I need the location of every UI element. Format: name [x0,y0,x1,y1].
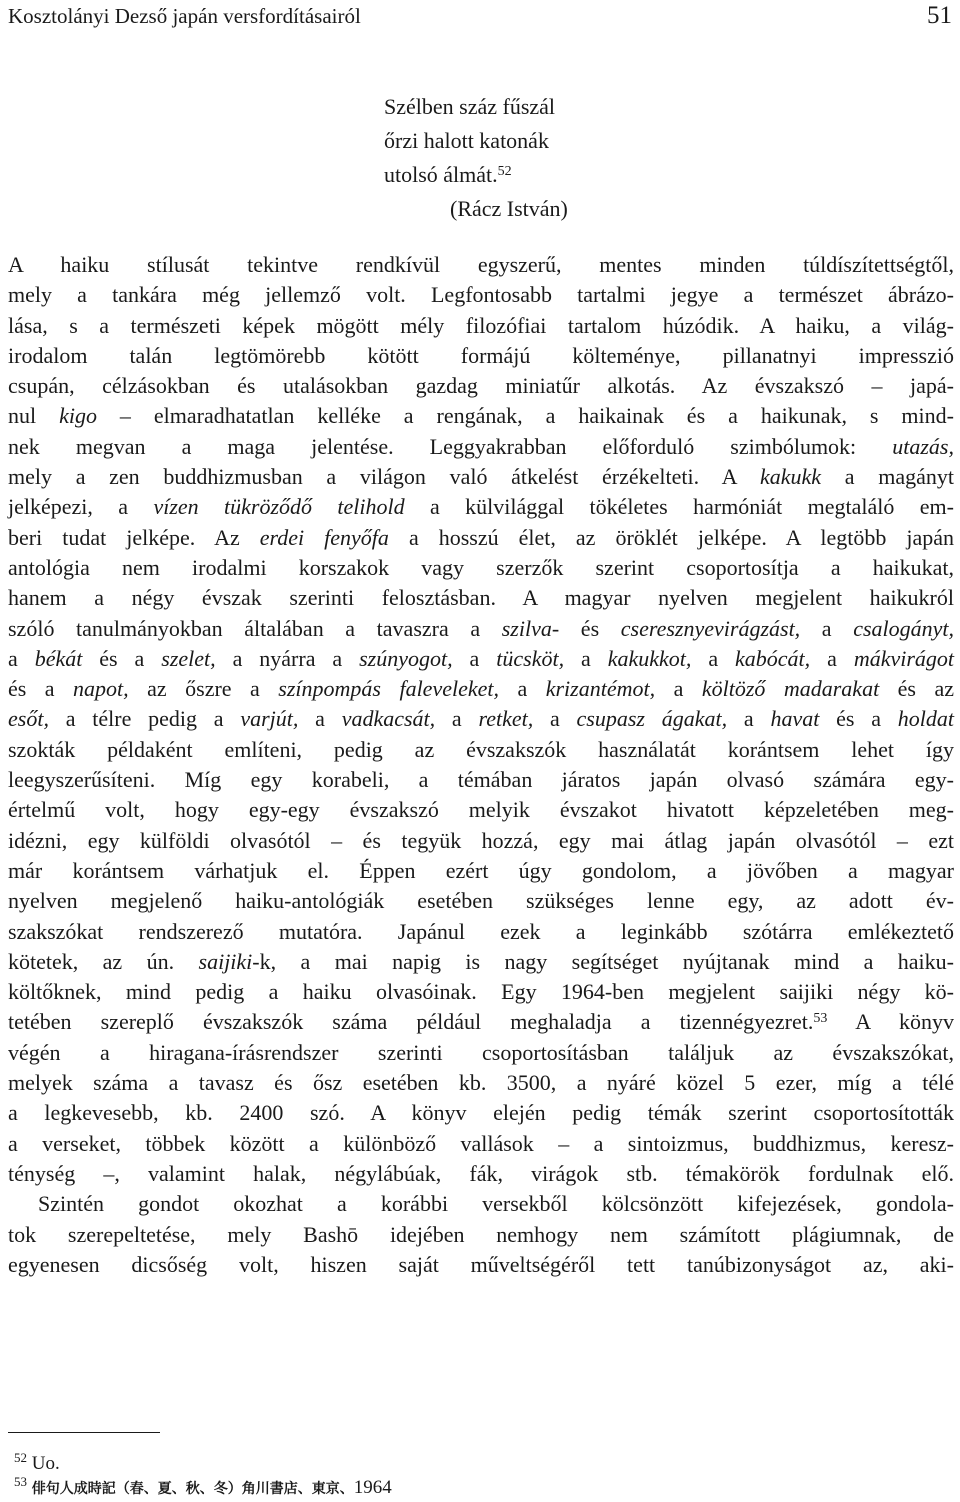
poem-attribution: (Rácz István) [450,196,568,221]
footnotes [14,1452,392,1501]
text-line: értelmű volt, hogy egy-egy évszakszó melyik évszakot hivatott képzeletében meg- [8,797,954,823]
text-line: idézni, egy külföldi olvasótól – és tegyük hozzá, egy mai átlag japán olvasótól – ezt [8,827,954,853]
footnote-ref: 52 [497,164,512,179]
text-line: antológia nem irodalmi korszakok vagy szerzők szerint csoportosítja a haikukat, [8,554,954,580]
text-line: lása, s a természeti képek mögött mély filozófiai tartalom húzódik. A haiku, a világ- [8,312,954,338]
text-line: Szintén gondot okozhat a korábbi versekből kölcsönzött kifejezések, gondola- [38,1191,954,1217]
poem-line: őrzi halott katonák [384,128,549,153]
text-line: a verseket, többek között a különböző vallások – a sintoizmus, buddhizmus, keresz- [8,1130,954,1156]
text-line: mely a tankára még jellemző volt. Legfontosabb tartalmi jegye a természet ábrázo- [8,282,954,308]
text-line: melyek száma a tavasz és ősz esetében kb. 3500, a nyáré közel 5 ezer, míg a télé [8,1070,954,1096]
body-text [8,250,954,1280]
text-line: nul kigo – elmaradhatatlan kelléke a rengának, a haikainak és a haikunak, s mind- [8,403,954,429]
text-line: esőt, a télre pedig a varjút, a vadkacsát, a retket, a csupasz ágakat, a havat és a holdat [8,706,955,732]
text-line: tok szerepeltetése, mely Bashō idejében nemhogy nem számított plágiumnak, de [8,1221,954,1247]
text-line: tetében szereplő évszakszók száma például meghaladja a tizennégyezret.$^{53}$ A könyv [8,1009,954,1035]
text-line: ténység –, valamint halak, négylábúak, fák, virágok stb. témakörök fordulnak elő. [8,1160,954,1186]
running-head: Kosztolányi Dezső japán versfordításairól [8,4,361,28]
text-line: nyelven megjelenő haiku-antológiák esetében szükséges lenne egy, az adott év- [8,888,954,914]
text-line: a békát és a szelet, a nyárra a szúnyogot, a tücsköt, a kakukkot, a kabócát, a mákvirágot [8,645,955,671]
paragraph [8,250,954,1189]
text-line: A haiku stílusát tekintve rendkívül egyszerű, mentes minden túldíszítettségtől, [8,252,954,277]
text-line: nek megvan a maga jelentése. Leggyakrabban előforduló szimbólumok: utazás, [8,433,954,459]
paragraph [8,1189,954,1280]
text-line: már korántsem várhatjuk el. Éppen ezért úgy gondolom, a jövőben a magyar [8,857,954,883]
text-line: irodalom talán legtömörebb kötött formájú költeménye, pillanatnyi impresszió [8,342,954,368]
text-line: hanem a négy évszak szerinti felosztásban. A magyar nyelven megjelent haikukról [8,585,954,611]
poem [384,90,568,226]
text-line: leegyszerűsíteni. Míg egy korabeli, a témában járatos japán olvasó számára egy- [8,767,954,793]
footnote: $^{52}$ Uo. [14,1450,60,1474]
footnote-ref: 53 [813,1011,828,1027]
text-line: csupán, célzásokban és utalásokban gazdag miniatűr alkotás. Az évszakszó – japá- [8,373,954,399]
footnote-rule [8,1432,160,1433]
footnote: $^{53}$ 俳句人成時記（春、夏、秋、冬）角川書店、東京、1964 [14,1474,392,1498]
text-line: jelképezi, a vízen tükröződő telihold a külvilággal tökéletes harmóniát megtaláló em- [8,494,954,520]
text-line: mely a zen buddhizmusban a világon való átkelést érzékelteti. A kakukk a magányt [8,464,954,490]
text-line: egyenesen dicsőség volt, hiszen saját műveltségéről tett tanúbizonyságot az, aki- [8,1251,954,1277]
text-line: beri tudat jelképe. Az erdei fenyőfa a hosszú élet, az öröklét jelképe. A legtöbb japán [8,524,954,550]
text-line: szóló tanulmányokban általában a tavaszra a szilva- és cseresznyevirágzást, a csalogányt, [8,615,955,641]
page-number: 51 [927,2,952,29]
text-line: szokták példaként említeni, pedig az évszakszók használatát korántsem lehet így [8,736,954,762]
poem-line: Szélben száz fűszál [384,94,556,119]
text-line: és a napot, az őszre a színpompás faleveleket, a krizantémot, a költöző madarakat és az [8,676,954,702]
text-line: szakszókat rendszerező mutatóra. Japánul ezek a leginkább szótárra emlékeztető [8,918,954,944]
text-line: a legkevesebb, kb. 2400 szó. A könyv elején pedig témák szerint csoportosították [8,1100,954,1126]
text-line: költőknek, mind pedig a haiku olvasóinak. Egy 1964-ben megjelent saijiki négy kö- [8,979,954,1005]
text-line: kötetek, az ún. saijiki-k, a mai napig is nagy segítséget nyújtanak mind a haiku- [8,948,954,974]
text-line: végén a hiragana-írásrendszer szerinti csoportosításban találjuk az évszakszókat, [8,1039,954,1065]
poem-line: utolsó álmát.$^{52}$ [384,162,512,187]
